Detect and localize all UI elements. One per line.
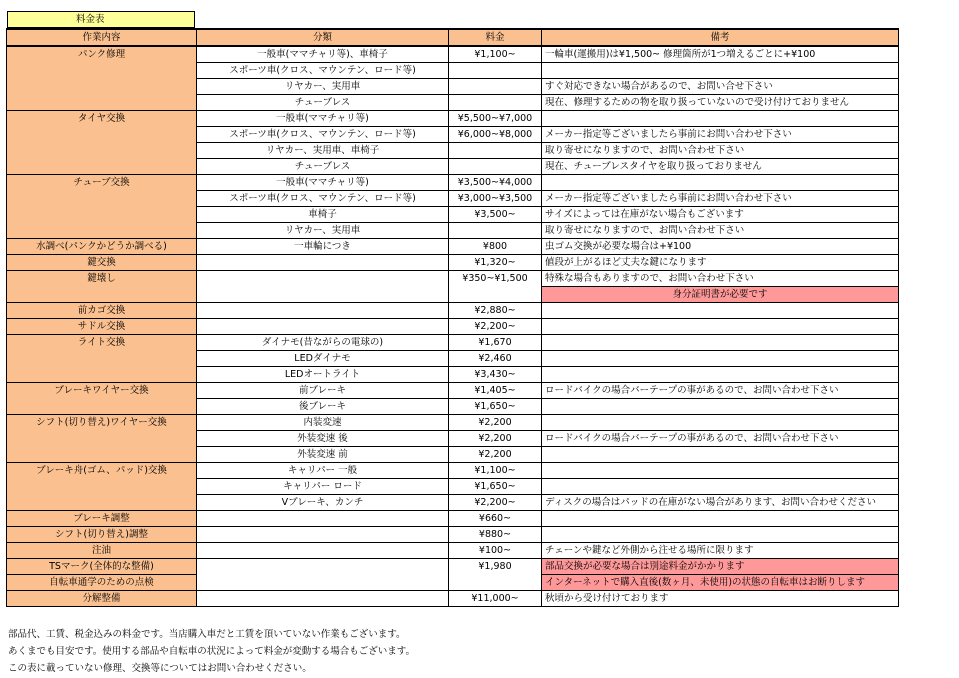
table-row — [7, 335, 899, 351]
work-tire: タイヤ交換 — [7, 111, 197, 175]
fee-cell: ¥6,000~¥8,000 — [449, 127, 542, 143]
header-category: 分類 — [197, 29, 449, 46]
note-cell — [542, 111, 899, 127]
note-cell: 現在、修理するための物を取り扱っていないので受け付けておりません — [542, 95, 899, 111]
sub-cell — [197, 559, 449, 591]
sub-cell: 内装変速 — [197, 415, 449, 431]
sub-cell: 一般車(ママチャリ等) — [197, 111, 449, 127]
table-row — [7, 543, 899, 559]
work-puncture: パンク修理 — [7, 46, 197, 111]
sub-cell: リヤカー、実用車 — [197, 223, 449, 239]
sub-cell: チューブレス — [197, 95, 449, 111]
fee-cell: ¥3,430~ — [449, 367, 542, 383]
sub-cell: リヤカー、実用車 — [197, 79, 449, 95]
note-cell — [542, 335, 899, 351]
header-work: 作業内容 — [7, 29, 197, 46]
fee-cell: ¥3,000~¥3,500 — [449, 191, 542, 207]
sub-cell — [197, 255, 449, 271]
fee-cell: ¥1,405~ — [449, 383, 542, 399]
fee-cell: ¥1,670 — [449, 335, 542, 351]
fee-cell: ¥800 — [449, 239, 542, 255]
note-cell: 現在、チューブレスタイヤを取り扱っておりません — [542, 159, 899, 175]
note-cell — [542, 399, 899, 415]
fee-cell: ¥1,980 — [449, 559, 542, 591]
work-brake-wire: ブレーキワイヤー交換 — [7, 383, 197, 415]
fee-cell: ¥2,460 — [449, 351, 542, 367]
sub-cell: 一般車(ママチャリ等)、車椅子 — [197, 46, 449, 63]
note-cell: 一輪車(運搬用)は¥1,500~ 修理箇所が1つ増えるごとに+¥100 — [542, 46, 899, 63]
work-brake-shoe: ブレーキ舟(ゴム、パッド)交換 — [7, 463, 197, 511]
sub-cell: スポーツ車(クロス、マウンテン、ロード等) — [197, 127, 449, 143]
online-bike-note: インターネットで購入直後(数ヶ月、未使用)の状態の自転車はお断りします — [542, 575, 899, 591]
fee-cell: ¥1,100~ — [449, 463, 542, 479]
fee-cell: ¥2,200~ — [449, 319, 542, 335]
footer-notes — [8, 626, 415, 677]
header-row — [7, 29, 899, 46]
header-fee: 料金 — [449, 29, 542, 46]
note-cell: ロードバイクの場合バーテープの事があるので、お問い合わせ下さい — [542, 431, 899, 447]
sub-cell: 一車輪につき — [197, 239, 449, 255]
table-row — [7, 511, 899, 527]
sub-cell: スポーツ車(クロス、マウンテン、ロード等) — [197, 63, 449, 79]
sub-cell — [197, 543, 449, 559]
sub-cell — [197, 319, 449, 335]
fee-cell: ¥3,500~ — [449, 207, 542, 223]
table-row — [7, 463, 899, 479]
note-cell: サイズによっては在庫がない場合もございます — [542, 207, 899, 223]
table-row — [7, 527, 899, 543]
sub-cell: Vブレーキ、カンチ — [197, 495, 449, 511]
note-cell — [542, 415, 899, 431]
sub-cell — [197, 591, 449, 607]
sub-cell: リヤカー、実用車、車椅子 — [197, 143, 449, 159]
fee-cell — [449, 223, 542, 239]
work-commute-check: 自転車通学のための点検 — [7, 575, 197, 591]
sub-cell: キャリパー ロード — [197, 479, 449, 495]
fee-cell: ¥1,320~ — [449, 255, 542, 271]
note-cell: 特殊な場合もありますので、お問い合わせ下さい — [542, 271, 899, 287]
work-shift-wire: シフト(切り替え)ワイヤー交換 — [7, 415, 197, 463]
fee-cell: ¥2,200 — [449, 431, 542, 447]
fee-cell: ¥660~ — [449, 511, 542, 527]
sub-cell: 後ブレーキ — [197, 399, 449, 415]
footer-line: この表に載っていない修理、交換等についてはお問い合わせください。 — [8, 663, 312, 674]
sub-cell — [197, 511, 449, 527]
note-cell — [542, 63, 899, 79]
note-cell: ロードバイクの場合バーテープの事があるので、お問い合わせ下さい — [542, 383, 899, 399]
fee-cell: ¥2,200 — [449, 415, 542, 431]
note-cell — [542, 479, 899, 495]
table-row — [7, 239, 899, 255]
table-row — [7, 303, 899, 319]
fee-cell — [449, 95, 542, 111]
sub-cell: 車椅子 — [197, 207, 449, 223]
parts-extra-note: 部品交換が必要な場合は別途料金がかかります — [542, 559, 899, 575]
sub-cell: 一般車(ママチャリ等) — [197, 175, 449, 191]
note-cell: すぐ対応できない場合があるので、お問い合せ下さい — [542, 79, 899, 95]
fee-cell: ¥1,650~ — [449, 399, 542, 415]
work-basket: 前カゴ交換 — [7, 303, 197, 319]
note-cell — [542, 319, 899, 335]
fee-cell: ¥350~¥1,500 — [449, 271, 542, 303]
note-cell — [542, 175, 899, 191]
work-lock-break: 鍵壊し — [7, 271, 197, 303]
table-row — [7, 415, 899, 431]
fee-cell — [449, 143, 542, 159]
note-cell: 取り寄せになりますので、お問い合わせ下さい — [542, 143, 899, 159]
sub-cell — [197, 527, 449, 543]
sub-cell: LEDダイナモ — [197, 351, 449, 367]
work-saddle: サドル交換 — [7, 319, 197, 335]
table-row — [7, 591, 899, 607]
table-row — [7, 319, 899, 335]
note-cell: 秋頃から受け付けております — [542, 591, 899, 607]
note-cell: メーカー指定等ございましたら事前にお問い合わせ下さい — [542, 191, 899, 207]
note-cell — [542, 447, 899, 463]
sub-cell: キャリパー 一般 — [197, 463, 449, 479]
fee-cell: ¥2,200 — [449, 447, 542, 463]
work-brake-adjust: ブレーキ調整 — [7, 511, 197, 527]
work-light: ライト交換 — [7, 335, 197, 383]
work-oil: 注油 — [7, 543, 197, 559]
work-overhaul: 分解整備 — [7, 591, 197, 607]
table-row — [7, 111, 899, 127]
table-row — [7, 46, 899, 63]
work-lock: 鍵交換 — [7, 255, 197, 271]
note-cell: ディスクの場合はパッドの在庫がない場合があります、お問い合わせください — [542, 495, 899, 511]
fee-cell — [449, 159, 542, 175]
work-water-check: 水調べ(パンクかどうか調べる) — [7, 239, 197, 255]
sub-cell — [197, 303, 449, 319]
work-shift-adjust: シフト(切り替え)調整 — [7, 527, 197, 543]
fee-cell — [449, 79, 542, 95]
sub-cell: スポーツ車(クロス、マウンテン、ロード等) — [197, 191, 449, 207]
table-row — [7, 383, 899, 399]
header-notes: 備考 — [542, 29, 899, 46]
note-cell — [542, 303, 899, 319]
note-cell: 値段が上がるほど丈夫な鍵になります — [542, 255, 899, 271]
fee-cell: ¥2,200~ — [449, 495, 542, 511]
table-row — [7, 559, 899, 575]
sub-cell — [197, 271, 449, 303]
work-ts-mark: TSマーク(全体的な整備) — [7, 559, 197, 575]
fee-cell: ¥100~ — [449, 543, 542, 559]
table-row — [7, 175, 899, 191]
note-cell — [542, 527, 899, 543]
fee-cell: ¥2,880~ — [449, 303, 542, 319]
footer-line: 部品代、工賃、税金込みの料金です。当店購入車だと工賃を頂いていない作業もございます。 — [8, 629, 406, 640]
table-title: 料金表 — [7, 11, 195, 28]
note-cell — [542, 367, 899, 383]
sub-cell: ダイナモ(昔ながらの電球の) — [197, 335, 449, 351]
fee-cell: ¥880~ — [449, 527, 542, 543]
sub-cell: チューブレス — [197, 159, 449, 175]
note-cell: チェーンや鍵など外側から注せる場所に限ります — [542, 543, 899, 559]
note-cell — [542, 351, 899, 367]
fee-cell: ¥11,000~ — [449, 591, 542, 607]
note-cell — [542, 511, 899, 527]
sub-cell: 外装変速 後 — [197, 431, 449, 447]
table-row — [7, 255, 899, 271]
note-cell — [542, 463, 899, 479]
table-row — [7, 271, 899, 287]
sub-cell: LEDオートライト — [197, 367, 449, 383]
work-tube: チューブ交換 — [7, 175, 197, 239]
fee-cell: ¥3,500~¥4,000 — [449, 175, 542, 191]
id-required-note: 身分証明書が必要です — [542, 287, 899, 303]
fee-cell: ¥1,650~ — [449, 479, 542, 495]
sub-cell: 外装変速 前 — [197, 447, 449, 463]
note-cell: メーカー指定等ございましたら事前にお問い合わせ下さい — [542, 127, 899, 143]
fee-cell — [449, 63, 542, 79]
fee-cell: ¥5,500~¥7,000 — [449, 111, 542, 127]
note-cell: 虫ゴム交換が必要な場合は+¥100 — [542, 239, 899, 255]
price-table — [6, 28, 899, 607]
sub-cell: 前ブレーキ — [197, 383, 449, 399]
fee-cell: ¥1,100~ — [449, 46, 542, 63]
footer-line: あくまでも目安です。使用する部品や自転車の状況によって料金が変動する場合もございます。 — [8, 646, 415, 657]
note-cell: 取り寄せになりますので、お問い合わせ下さい — [542, 223, 899, 239]
